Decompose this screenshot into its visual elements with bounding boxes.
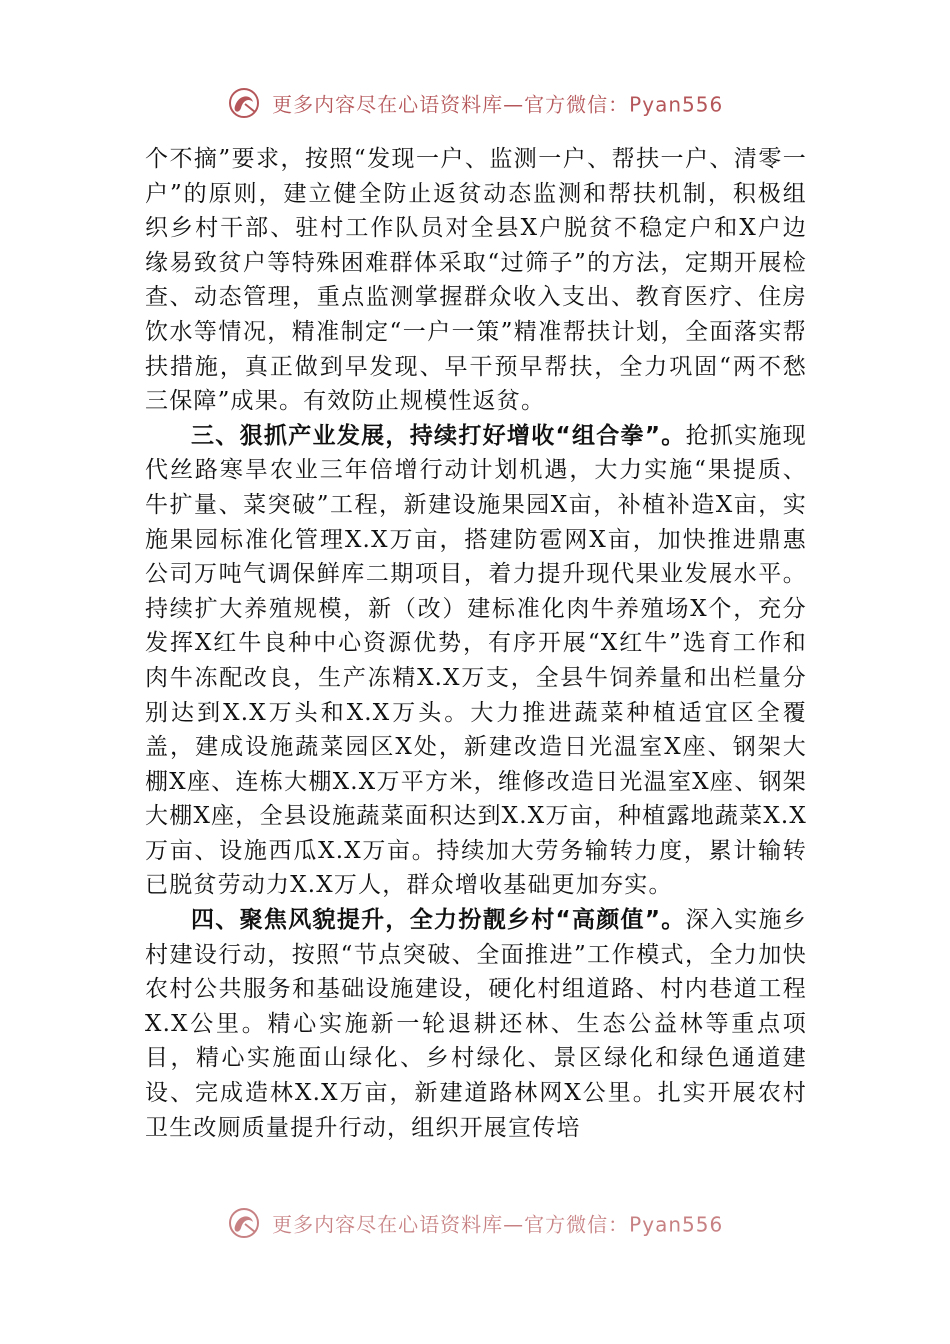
watermark-text: 更多内容尽在心语资料库—官方微信：Pyan556 [272,1212,724,1237]
watermark-top [0,86,950,120]
document-body [145,142,807,1145]
paragraph-text: 深入实施乡村建设行动，按照“节点突破、全面推进”工作模式，全力加快农村公共服务和基础设施建设，硬化村组道路、村内巷道工程X.X公里。精心实施新一轮退耕还林、生态公益林等重点项目，精心实施面山绿化、乡村绿化、景区绿化和绿色通道建设、完成造林X.X万亩，新建道路林网X公里。扎实开展农村卫生改厕质量提升行动，组织开展宣传培 [145,907,808,1141]
section-heading-industry: 三、狠抓产业发展，持续打好增收“组合拳”。 [191,422,686,449]
section-heading-village: 四、聚焦风貌提升，全力扮靓乡村“高颜值”。 [191,907,686,934]
paragraph-text: 个不摘”要求，按照“发现一户、监测一户、帮扶一户、清零一户”的原则，建立健全防止返贫动态监测和帮扶机制，积极组织乡村干部、驻村工作队员对全县X户脱贫不稳定户和X户边缘易致贫户等特殊困难群体采取“过筛子”的方法，定期开展检查、动态管理，重点监测掌握群众收入支出、教育医疗、住房饮水等情况，精准制定“一户一策”精准帮扶计划，全面落实帮扶措施，真正做到早发现、早干预早帮扶，全力巩固“两不愁三保障”成果。有效防止规模性返贫。 [145,146,807,415]
swirl-logo-icon [227,1206,261,1240]
paragraph-village [145,903,807,1145]
paragraph-continuation [145,142,807,419]
watermark-bottom [0,1206,950,1240]
swirl-logo-icon [227,86,261,120]
paragraph-text: 抢抓实施现代丝路寒旱农业三年倍增行动计划机遇，大力实施“果提质、牛扩量、菜突破”工程，新建设施果园X亩，补植补造X亩，实施果园标准化管理X.X万亩，搭建防雹网X亩，加快推进鼎惠公司万吨气调保鲜库二期项目，着力提升现代果业发展水平。持续扩大养殖规模，新（改）建标准化肉牛养殖场X个，充分发挥X红牛良种中心资源优势，有序开展“X红牛”选育工作和肉牛冻配改良，生产冻精X.X万支，全县牛饲养量和出栏量分别达到X.X万头和X.X万头。大力推进蔬菜种植适宜区全覆盖，建成设施蔬菜园区X处，新建改造日光温室X座、钢架大棚X座、连栋大棚X.X万平方米，维修改造日光温室X座、钢架大棚X座，全县设施蔬菜面积达到X.X万亩，种植露地蔬菜X.X万亩、设施西瓜X.X万亩。持续加大劳务输转力度，累计输转已脱贫劳动力X.X万人，群众增收基础更加夯实。 [145,422,808,899]
watermark-text: 更多内容尽在心语资料库—官方微信：Pyan556 [272,92,724,117]
paragraph-industry [145,419,807,903]
